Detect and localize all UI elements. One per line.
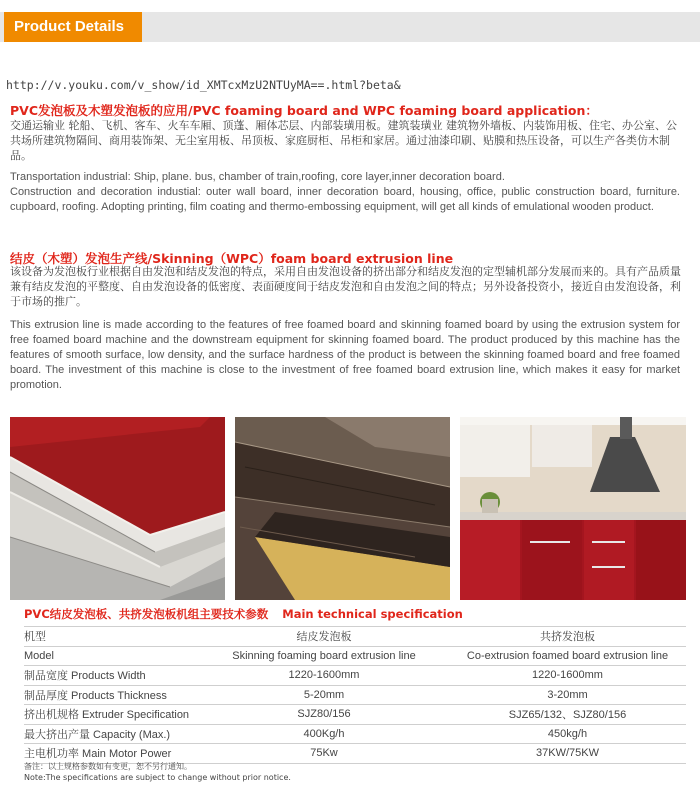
application-heading: PVC发泡板及木塑发泡板的应用/PVC foaming board and WPC foaming board application：	[10, 103, 598, 118]
spec-table	[24, 626, 686, 764]
skinning-en-text: This extrusion line is made according to the features of free foamed board and skinning foamed board by using the extrusion system for free foamed board machine and the downstream equipment for skinning foamed board. The product produced by this machine has the features of smooth surface, low density, and the surface hardness of the product is between the skinning foamed board and free foamed board. The investment of this machine is close to the investment of free foamed board extrusion line, which makes it easy for market promotion.	[10, 319, 680, 391]
table-cell: 制品宽度 Products Width	[24, 666, 199, 686]
table-cell: 机型	[24, 627, 199, 647]
table-cell: 3-20mm	[449, 685, 686, 705]
table-cell: 400Kg/h	[199, 724, 449, 744]
table-cell: 450kg/h	[449, 724, 686, 744]
table-cell: 37KW/75KW	[449, 744, 686, 764]
table-row	[24, 666, 686, 686]
table-row	[24, 627, 686, 647]
table-cell: 1220-1600mm	[449, 666, 686, 686]
table-cell: 1220-1600mm	[199, 666, 449, 686]
table-cell: 制品厚度 Products Thickness	[24, 685, 199, 705]
table-cell: Co-extrusion foamed board extrusion line	[449, 646, 686, 666]
table-row	[24, 646, 686, 666]
application-cn-text: 交通运输业 轮船、飞机、客车、火车车厢、顶蓬、厢体芯层、内部装璜用板。建筑装璜业 建筑物外墙板、内装饰用板、住宅、办公室、公共场所建筑物隔间、商用装饰架、无尘室用板、吊顶板、家庭厨柜、吊柜和家居。通过油漆印刷、贴膜和热压设备，可以生产各类仿木制品。	[10, 119, 677, 162]
wood-grain-wpc-planks-photo	[235, 417, 450, 600]
note-cn: 备注：以上规格参数如有变更，恕不另行通知。	[24, 762, 192, 771]
table-cell: 共挤发泡板	[449, 627, 686, 647]
specs-title-cn: PVC结皮发泡板、共挤发泡板机组主要技术参数	[24, 607, 269, 621]
table-row	[24, 685, 686, 705]
table-cell: 主电机功率 Main Motor Power	[24, 744, 199, 764]
application-en-text-2: Construction and decoration industial: outer wall board, inner decoration board, housing, office, public construction board, furniture. cupboard, roofing. Adopting printing, film coating and thermo-embossing equipment, will get all kinds of emulational wooden product.	[10, 186, 680, 213]
red-kitchen-cabinets-photo	[460, 417, 686, 600]
skinning-cn-text: 该设备为发泡板行业根据自由发泡和结皮发泡的特点，采用自由发泡设备的挤出部分和结皮发泡的定型辅机部分发展而来的。具有产品质量兼有结皮发泡的平整度、自由发泡设备的低密度、表面硬度间于结皮发泡和自由发泡之间的特点；另外设备投资小，接近自由发泡设备，利于市场的推广。	[10, 265, 681, 308]
table-cell: SJZ65/132、SJZ80/156	[449, 705, 686, 725]
table-cell: Model	[24, 646, 199, 666]
table-cell: 挤出机规格 Extruder Specification	[24, 705, 199, 725]
note-en: Note:The specifications are subject to change without prior notice.	[24, 773, 291, 782]
table-cell: Skinning foaming board extrusion line	[199, 646, 449, 666]
table-cell: 最大挤出产量 Capacity (Max.)	[24, 724, 199, 744]
table-row	[24, 724, 686, 744]
skinning-heading: 结皮（木塑）发泡生产线/Skinning（WPC）foam board extrusion line	[10, 251, 454, 266]
table-row	[24, 705, 686, 725]
table-cell: 结皮发泡板	[199, 627, 449, 647]
table-cell: 75Kw	[199, 744, 449, 764]
product-details-tab[interactable]: Product Details	[4, 12, 142, 42]
specs-title	[24, 606, 463, 622]
table-cell: SJZ80/156	[199, 705, 449, 725]
table-cell: 5-20mm	[199, 685, 449, 705]
video-link[interactable]: http://v.youku.com/v_show/id_XMTcxMzU2NTUyMA==.html?beta&	[6, 78, 401, 92]
specs-title-en: Main technical specification	[282, 607, 463, 621]
red-foam-board-sheets-photo	[10, 417, 225, 600]
application-en-text-1: Transportation industrial: Ship, plane. bus, chamber of train,roofing, core layer,inner decoration board.	[10, 171, 505, 183]
